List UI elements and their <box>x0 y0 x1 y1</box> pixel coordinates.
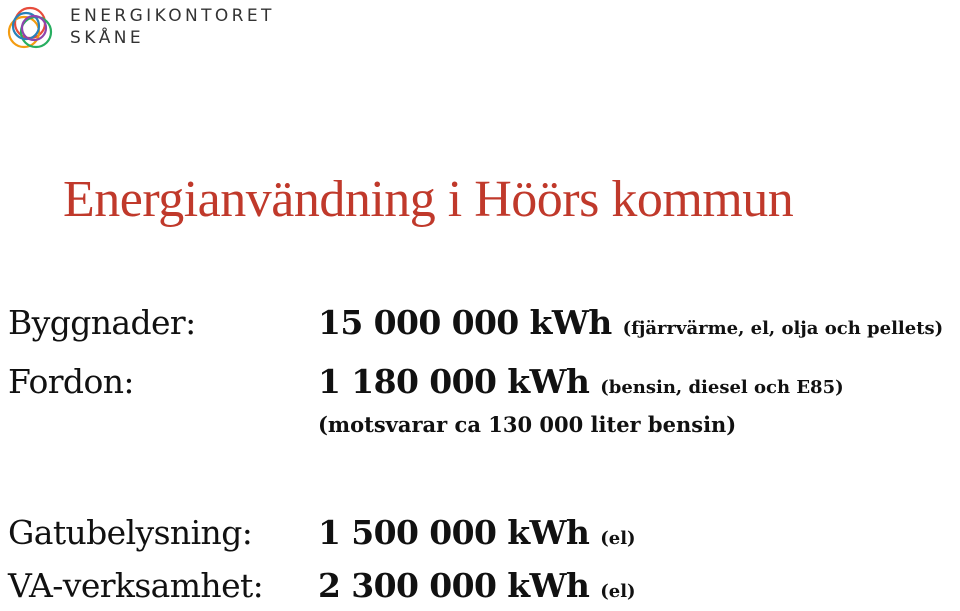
value-text: 1 180 000 kWh <box>318 362 590 401</box>
logo <box>4 2 275 54</box>
row-label-fordon: Fordon: <box>8 362 134 401</box>
row-label-va-verksamhet: VA-verksamhet: <box>8 566 264 605</box>
value-text: 2 300 000 kWh <box>318 566 590 605</box>
value-note: (el) <box>600 528 636 549</box>
logo-circles-icon <box>4 2 56 54</box>
row-label-gatubelysning: Gatubelysning: <box>8 513 253 552</box>
row-value-fordon <box>318 362 844 401</box>
row-value-byggnader <box>318 303 943 342</box>
row-value-va-verksamhet <box>318 566 636 605</box>
logo-text <box>70 5 275 49</box>
row-label-byggnader: Byggnader: <box>8 303 196 342</box>
value-text: 1 500 000 kWh <box>318 513 590 552</box>
value-text: 15 000 000 kWh <box>318 303 612 342</box>
row-sub-fordon: (motsvarar ca 130 000 liter bensin) <box>318 412 737 437</box>
logo-line-2: SKÅNE <box>70 28 145 48</box>
value-note: (el) <box>600 581 636 602</box>
page-title: Energianvändning i Höörs kommun <box>63 171 794 228</box>
value-note: (fjärrvärme, el, olja och pellets) <box>622 318 944 339</box>
row-value-gatubelysning <box>318 513 636 552</box>
value-note: (bensin, diesel och E85) <box>600 377 844 398</box>
logo-line-1: ENERGIKONTORET <box>70 6 275 26</box>
